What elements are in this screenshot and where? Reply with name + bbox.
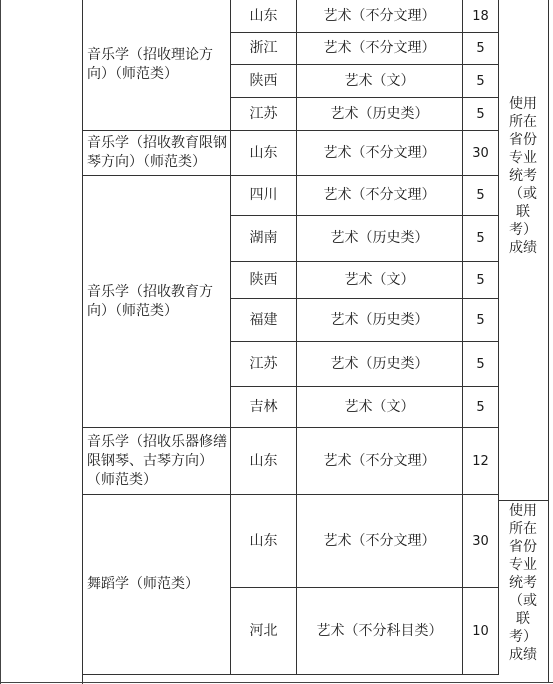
note-line: 统考 bbox=[509, 168, 537, 184]
subject-cell: 艺术（历史类） bbox=[297, 98, 463, 131]
quota-cell: 5 bbox=[463, 342, 499, 387]
subject-cell: 艺术（不分文理） bbox=[297, 176, 463, 216]
subject-cell: 艺术（历史类） bbox=[297, 342, 463, 387]
quota-cell: 30 bbox=[463, 495, 499, 588]
province-cell: 陕西 bbox=[231, 262, 297, 299]
quota-cell: 5 bbox=[463, 216, 499, 262]
major-cell: 音乐学（招收理论方向）（师范类） bbox=[83, 0, 231, 131]
quota-cell: 18 bbox=[463, 0, 499, 33]
province-cell: 吉林 bbox=[231, 387, 297, 428]
note-line: 专业 bbox=[509, 557, 537, 573]
province-cell: 浙江 bbox=[231, 33, 297, 65]
quota-cell: 5 bbox=[463, 387, 499, 428]
note-line: 所在 bbox=[509, 521, 537, 537]
note-line: （或 bbox=[509, 186, 537, 202]
score-note-cell bbox=[498, 0, 549, 501]
table-row bbox=[83, 131, 499, 176]
subject-cell: 艺术（历史类） bbox=[297, 216, 463, 262]
quota-cell: 5 bbox=[463, 98, 499, 131]
quota-cell: 5 bbox=[463, 262, 499, 299]
table-row bbox=[83, 0, 499, 33]
left-stub-column bbox=[1, 0, 83, 684]
table-row bbox=[83, 495, 499, 588]
note-line: 省份 bbox=[509, 132, 537, 148]
province-cell: 山东 bbox=[231, 0, 297, 33]
note-line: 考） bbox=[509, 629, 537, 645]
quota-cell: 30 bbox=[463, 131, 499, 176]
major-cell: 音乐学（招收教育限钢琴方向）（师范类） bbox=[83, 131, 231, 176]
subject-cell: 艺术（不分文理） bbox=[297, 33, 463, 65]
subject-cell: 艺术（历史类） bbox=[297, 299, 463, 342]
province-cell: 江苏 bbox=[231, 98, 297, 131]
table-row bbox=[83, 428, 499, 495]
quota-cell: 5 bbox=[463, 176, 499, 216]
province-cell: 山东 bbox=[231, 131, 297, 176]
major-cell: 舞蹈学（师范类） bbox=[83, 495, 231, 675]
subject-cell: 艺术（文） bbox=[297, 65, 463, 98]
quota-cell: 12 bbox=[463, 428, 499, 495]
note-line: 专业 bbox=[509, 150, 537, 166]
major-cell: 音乐学（招收教育方向）（师范类） bbox=[83, 176, 231, 428]
table-row bbox=[83, 176, 499, 216]
province-cell: 四川 bbox=[231, 176, 297, 216]
note-line: 统考 bbox=[509, 575, 537, 591]
province-cell: 福建 bbox=[231, 299, 297, 342]
province-cell: 山东 bbox=[231, 495, 297, 588]
subject-cell: 艺术（不分文理） bbox=[297, 131, 463, 176]
note-line: 考） bbox=[509, 222, 537, 238]
subject-cell: 艺术（不分文理） bbox=[297, 428, 463, 495]
subject-cell: 艺术（不分文理） bbox=[297, 0, 463, 33]
province-cell: 山东 bbox=[231, 428, 297, 495]
subject-cell: 艺术（文） bbox=[297, 387, 463, 428]
admissions-table bbox=[82, 0, 499, 675]
note-line: 联 bbox=[516, 204, 530, 220]
province-cell: 陕西 bbox=[231, 65, 297, 98]
province-cell: 河北 bbox=[231, 588, 297, 675]
note-line: 成绩 bbox=[509, 240, 537, 256]
subject-cell: 艺术（不分科目类） bbox=[297, 588, 463, 675]
subject-cell: 艺术（不分文理） bbox=[297, 495, 463, 588]
note-line: 省份 bbox=[509, 539, 537, 555]
score-note-text bbox=[498, 502, 548, 664]
province-cell: 江苏 bbox=[231, 342, 297, 387]
quota-cell: 5 bbox=[463, 65, 499, 98]
note-line: 联 bbox=[516, 611, 530, 627]
note-line: 成绩 bbox=[509, 647, 537, 663]
page-bottom-border bbox=[0, 682, 553, 683]
note-line: 使用 bbox=[509, 96, 537, 112]
note-line: 使用 bbox=[509, 503, 537, 519]
quota-cell: 10 bbox=[463, 588, 499, 675]
province-cell: 湖南 bbox=[231, 216, 297, 262]
subject-cell: 艺术（文） bbox=[297, 262, 463, 299]
note-line: （或 bbox=[509, 593, 537, 609]
score-note-cell bbox=[498, 500, 549, 682]
major-cell: 音乐学（招收乐器修缮限钢琴、古琴方向）（师范类） bbox=[83, 428, 231, 495]
quota-cell: 5 bbox=[463, 299, 499, 342]
score-note-text bbox=[498, 95, 548, 257]
quota-cell: 5 bbox=[463, 33, 499, 65]
note-line: 所在 bbox=[509, 114, 537, 130]
